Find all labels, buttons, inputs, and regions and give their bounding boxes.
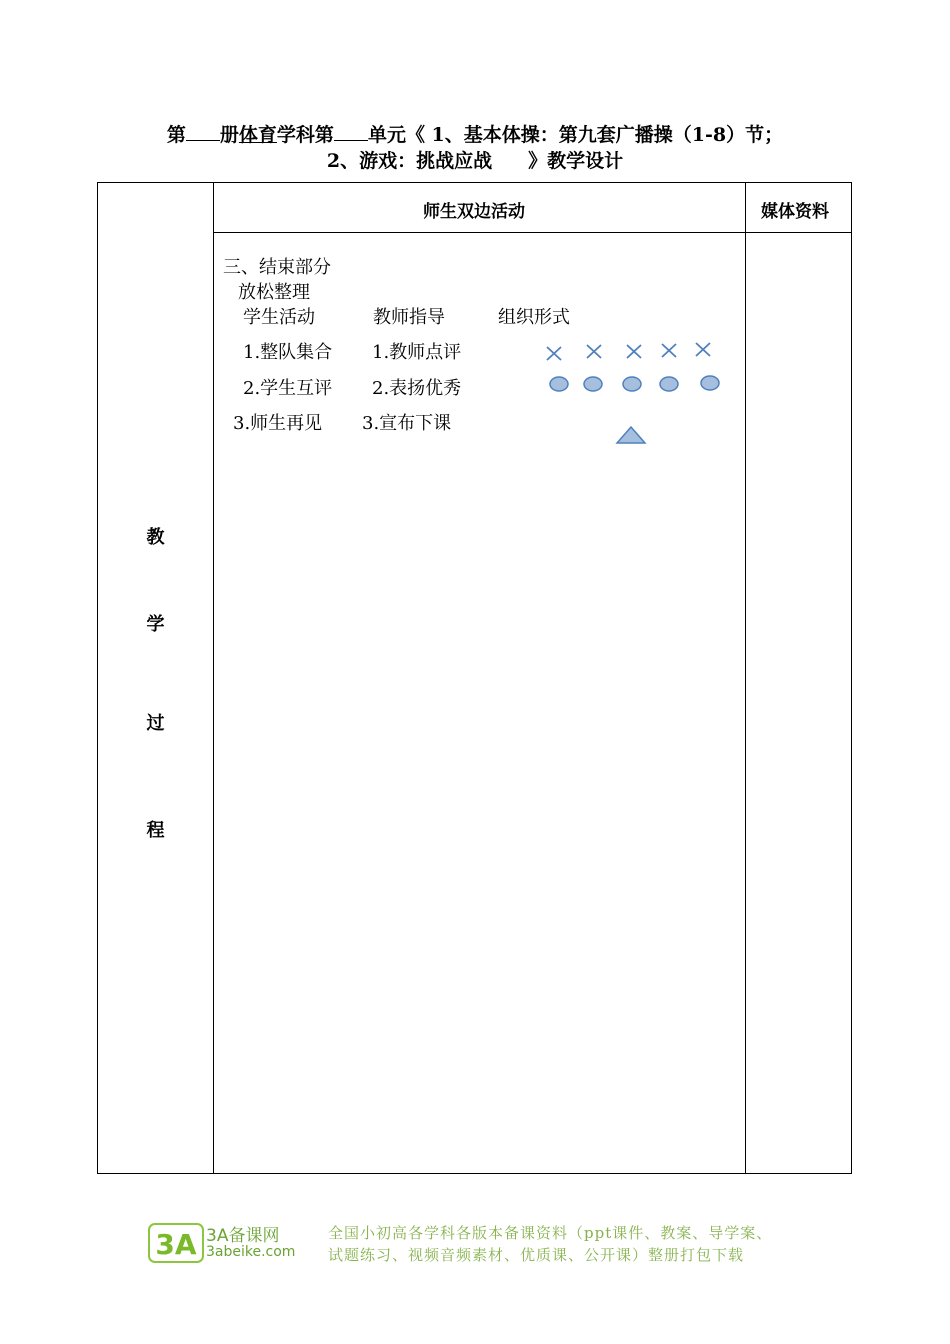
student-ellipse-icon: [623, 377, 641, 391]
student-cross-icon: [696, 343, 710, 356]
blank-line: [186, 122, 220, 141]
brand-name: 3A备课网: [206, 1226, 280, 1246]
svg-text:3A: 3A: [155, 1228, 197, 1261]
side-label-char: 学: [146, 614, 165, 635]
title-text: 》教学设计: [528, 150, 624, 172]
teacher-guidance-header: 教师指导: [373, 307, 445, 328]
student-ellipse-icon: [550, 377, 568, 391]
blank-line: [334, 122, 368, 141]
side-label-char: 教: [146, 527, 165, 548]
student-cross-icon: [587, 345, 601, 358]
student-activity-item: 2.学生互评: [243, 378, 333, 399]
3a-logo-icon: [148, 1220, 204, 1264]
footer-banner: [148, 1218, 848, 1270]
teacher-triangle-icon: [617, 427, 645, 443]
column-divider: [745, 183, 746, 1173]
student-ellipse-icon: [701, 376, 719, 390]
slogan-line: 全国小初高各学科各版本备课资料（ppt课件、教案、导学案、: [328, 1224, 773, 1242]
student-cross-icon: [662, 344, 676, 357]
title-text: 学科第: [276, 124, 334, 146]
media-column-header: 媒体资料: [761, 202, 829, 222]
title-text: 第: [166, 124, 186, 146]
brand-domain[interactable]: 3abeike.com: [206, 1244, 296, 1260]
document-title-line1: [0, 120, 950, 147]
organization-form-header: 组织形式: [498, 307, 570, 328]
activity-column-header: 师生双边活动: [423, 202, 525, 222]
title-text: 册: [219, 124, 239, 146]
side-label-char: 程: [146, 820, 165, 841]
lesson-table: [97, 182, 852, 1174]
column-divider: [213, 183, 214, 1173]
student-ellipse-icon: [584, 377, 602, 391]
student-cross-icon: [547, 347, 561, 360]
teacher-guidance-item: 3.宣布下课: [362, 413, 452, 434]
teacher-guidance-item: 2.表扬优秀: [372, 378, 462, 399]
student-ellipse-icon: [660, 377, 678, 391]
subject-name: 体育: [238, 124, 277, 146]
header-divider: [213, 232, 851, 233]
student-activity-item: 3.师生再见: [233, 413, 323, 434]
title-text: 2、游戏：挑战应战: [326, 150, 493, 172]
student-cross-icon: [627, 345, 641, 358]
subsection-heading: 放松整理: [238, 282, 310, 303]
slogan-line: 试题练习、视频音频素材、优质课、公开课）整册打包下载: [328, 1246, 745, 1264]
section-heading: 三、结束部分: [223, 257, 331, 278]
title-text: 单元《 1、基本体操：第九套广播操（1-8）节；: [367, 124, 784, 146]
teacher-guidance-item: 1.教师点评: [372, 342, 462, 363]
student-activity-item: 1.整队集合: [243, 342, 333, 363]
student-activity-header: 学生活动: [243, 307, 315, 328]
document-title-line2: [0, 146, 950, 173]
side-label-char: 过: [146, 713, 165, 734]
formation-diagram: [540, 338, 730, 450]
